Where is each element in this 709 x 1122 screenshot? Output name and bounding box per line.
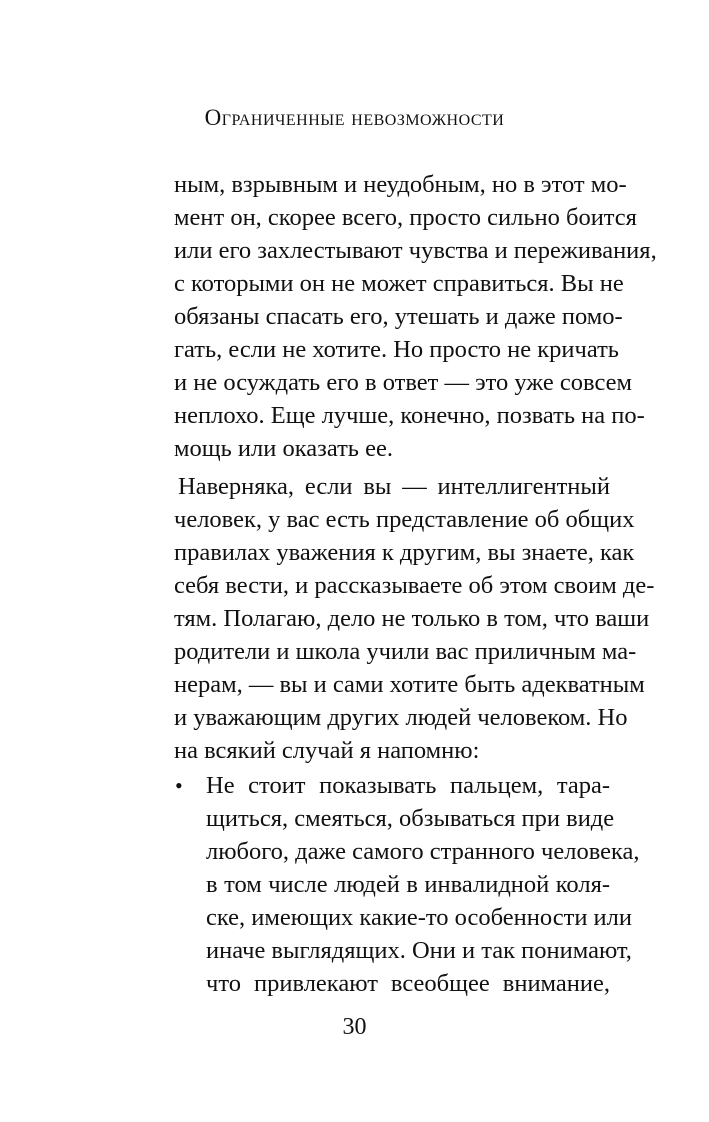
text-line: тям. Полагаю, дело не только в том, что ваши — [174, 605, 650, 632]
list-item-line: щиться, смеяться, обзываться при виде — [206, 805, 615, 832]
text-line: ным, взрывным и неудобным, но в этот мо- — [174, 171, 627, 198]
text-line: на всякий случай я напомню: — [174, 737, 480, 764]
text-line: и не осуждать его в ответ — это уже совсем — [174, 369, 632, 396]
text-line: правилах уважения к другим, вы знаете, как — [174, 539, 635, 566]
text-line: или его захлестывают чувства и переживания, — [174, 237, 657, 264]
text-line: обязаны спасать его, утешать и даже помо- — [174, 303, 623, 330]
text-line: нерам, — вы и сами хотите быть адекватным — [174, 671, 645, 698]
text-line: родители и школа учили вас приличным ма- — [174, 638, 637, 665]
running-head-title: Ограниченные невозможности — [204, 105, 505, 130]
list-item-line: Не стоит показывать пальцем, тара- — [206, 772, 610, 799]
list-item-line: иначе выглядящих. Они и так понимают, — [206, 937, 632, 964]
list-item-line: в том числе людей в инвалидной коля- — [206, 871, 610, 898]
text-line: Наверняка, если вы — интеллигентный — [178, 473, 610, 500]
text-line: мощь или оказать ее. — [174, 435, 393, 462]
list-item-line: любого, даже самого странного человека, — [206, 838, 640, 865]
page-number: 30 — [342, 1014, 367, 1040]
list-item-line: что привлекают всеобщее внимание, — [206, 970, 610, 997]
text-line: человек, у вас есть представление об общих — [174, 506, 635, 533]
list-item-line: ске, имеющих какие-то особенности или — [206, 904, 632, 931]
text-line: неплохо. Еще лучше, конечно, позвать на по- — [174, 402, 645, 429]
text-line: и уважающим других людей человеком. Но — [174, 704, 628, 731]
text-line: гать, если не хотите. Но просто не кричать — [174, 336, 619, 363]
text-line: мент он, скорее всего, просто сильно боится — [174, 204, 637, 231]
text-line: с которыми он не может справиться. Вы не — [174, 270, 624, 297]
text-line: себя вести, и рассказываете об этом своим де- — [174, 572, 655, 599]
bullet-dot-icon: • — [175, 773, 183, 798]
